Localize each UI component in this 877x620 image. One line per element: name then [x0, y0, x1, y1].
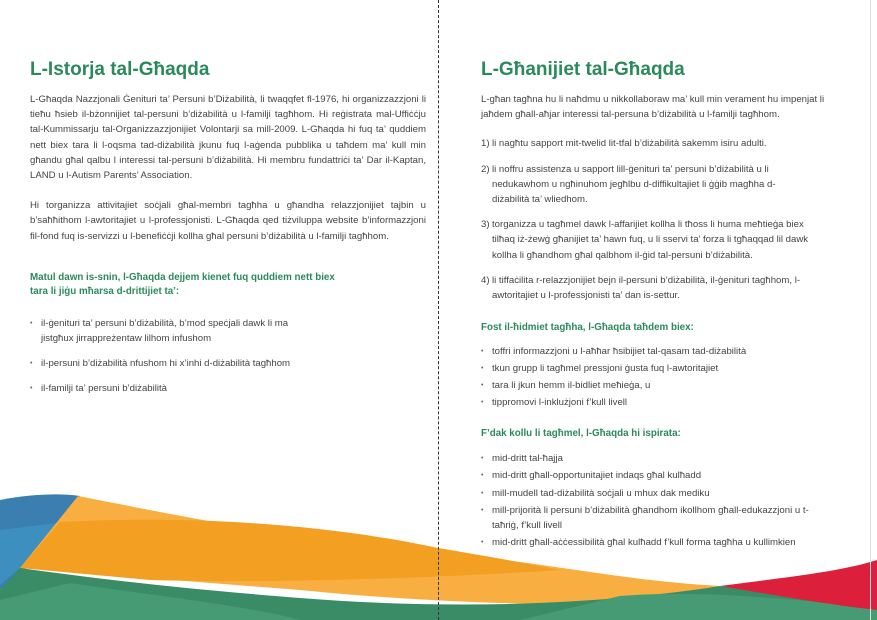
aims-intro: L-għan tagħna hu li naħdmu u nikkollaboraw ma’ kull min verament hu impenjat li jaħdem għall-aħjar interessi tal-persuna b’diżabilità u l-familji tagħhom. — [481, 94, 825, 121]
list-item: • mill-mudell tad-diżabilità soċjali u mhux dak mediku — [481, 486, 821, 501]
aim-text: li tiffaċilita r-relazzjonijiet bejn il-persuni b’diżabilità, il-ġenituri tagħhom, l-awtoritajiet u l-professjonisti ta’ dan is-settur. — [492, 274, 801, 302]
list-item: • mid-dritt għall-aċċessibilità għal kulħadd f’kull forma tagħha u kullimkien — [481, 535, 821, 550]
list-item: • mill-prijorità li persuni b’diżabilità għandhom ikollhom għall-edukazzjoni u t-taħriġ, f’kull livell — [481, 503, 821, 533]
aim-text: li noffru assistenza u sapport lill-ġenituri ta’ persuni b’diżabilità u li nedukawhom u ngħinuhom jegħlbu d-diffikultajiet li ġġib magħha d-diżabilità ta’ wliedhom. — [492, 163, 776, 206]
list-item: • tara li jkun hemm il-bidliet meħieġa, u — [481, 377, 841, 394]
inspiration-heading: F’dak kollu li tagħmel, l-Għaqda hi ispirata: — [481, 428, 681, 440]
services-list — [481, 343, 841, 411]
wave-orange-dark — [20, 520, 560, 581]
list-item: • il-persuni b’diżabilità nfushom hi x’inhi d-diżabilità tagħhom — [30, 356, 300, 371]
history-paragraph-2: Hi torganizza attivitajiet soċjali għal-membri tagħha u għandha relazzjonijiet tajbin u b’saħħithom l-awtoritajiet u l-professjonisti. L-Għaqda qed tiżviluppa website b’informazzjoni fil-fond fuq is-servizzi u l-benefiċċji kollha għal persuni b’diżabilità u l-familji tagħhom. — [30, 200, 426, 242]
list-item: • toffri informazzjoni u l-aħħar ħsibijiet tal-qasam tad-diżabilità — [481, 343, 841, 360]
list-item: • il-ġenituri ta’ persuni b’diżabilità, b’mod speċjali dawk li ma jistgħux jirrappreżentaw lilhom infushom — [30, 316, 300, 346]
list-item — [481, 136, 841, 151]
inspiration-list — [481, 451, 821, 550]
services-heading: Fost il-ħidmiet tagħha, l-Għaqda taħdem biex: — [481, 322, 694, 334]
rights-subheading: Matul dawn is-snin, l-Għaqda dejjem kienet fuq quddiem nett biex tara li jiġu mħarsa d-drittijiet ta’: — [30, 271, 335, 297]
aim-number: 3) — [481, 219, 490, 231]
rights-list — [30, 316, 300, 397]
aims-title: L-Għanijiet tal-Għaqda — [481, 59, 685, 80]
list-item: • mid-dritt għall-opportunitajiet indaqs għal kulħadd — [481, 468, 821, 483]
page-edge — [870, 0, 871, 620]
list-item — [481, 162, 792, 208]
history-title: L-Istorja tal-Għaqda — [30, 59, 210, 80]
list-item: • mid-dritt tal-ħajja — [481, 451, 821, 466]
aim-number: 2) — [481, 163, 490, 175]
aim-text: torganizza u tagħmel dawk l-affarijiet kollha li tħoss li huma meħtieġa biex tilħaq iż-żewġ għanijiet ta’ hawn fuq, u li sservi ta’ forza li tgħaqqad lil dawk kollha li għandhom għal qalbhom il-ġid tal-persuni b’diżabilità. — [492, 219, 809, 261]
list-item — [481, 273, 812, 303]
page-fold-line — [438, 0, 439, 620]
right-page — [481, 58, 841, 550]
list-item: • il-familji ta’ persuni b’diżabilità — [30, 381, 300, 396]
aim-text: li nagħtu sapport mit-twelid lit-tfal b’diżabilità sakemm isiru adulti. — [492, 138, 767, 150]
list-item: • tippromovi l-inklużjoni f’kull livell — [481, 394, 841, 411]
list-item: • tkun grupp li tagħmel pressjoni ġusta fuq l-awtoritajiet — [481, 360, 841, 377]
history-paragraph-1: L-Għaqda Nazzjonali Ġenituri ta’ Persuni b’Diżabilità, li twaqqfet fl-1976, hi organizzazzjoni li tieħu ħsieb il-bżonnijiet tal-persuni b’diżabilità u l-familji tagħhom. Hi reġistrata mal-Uffiċċju tal-Kummissarju tal-Organizzazzjonijiet Volontarji sa mill-2009. L-Għaqda hi fuq ta’ quddiem nett biex tara li l-oqsma tad-diżabilità jkunu fuq l-aġenda pubblika u taħdem ma’ kull min għandu għal qalbu l interessi tal-persuni b’diżabilità. Hi membru fundattriċi ta’ Dar il-Kaptan, LAND u l-Autism Parents’ Association. — [30, 94, 426, 182]
aim-number: 1) — [481, 138, 490, 150]
left-page — [30, 58, 426, 397]
list-item — [481, 217, 822, 263]
aims-list — [481, 136, 841, 303]
aim-number: 4) — [481, 274, 490, 286]
